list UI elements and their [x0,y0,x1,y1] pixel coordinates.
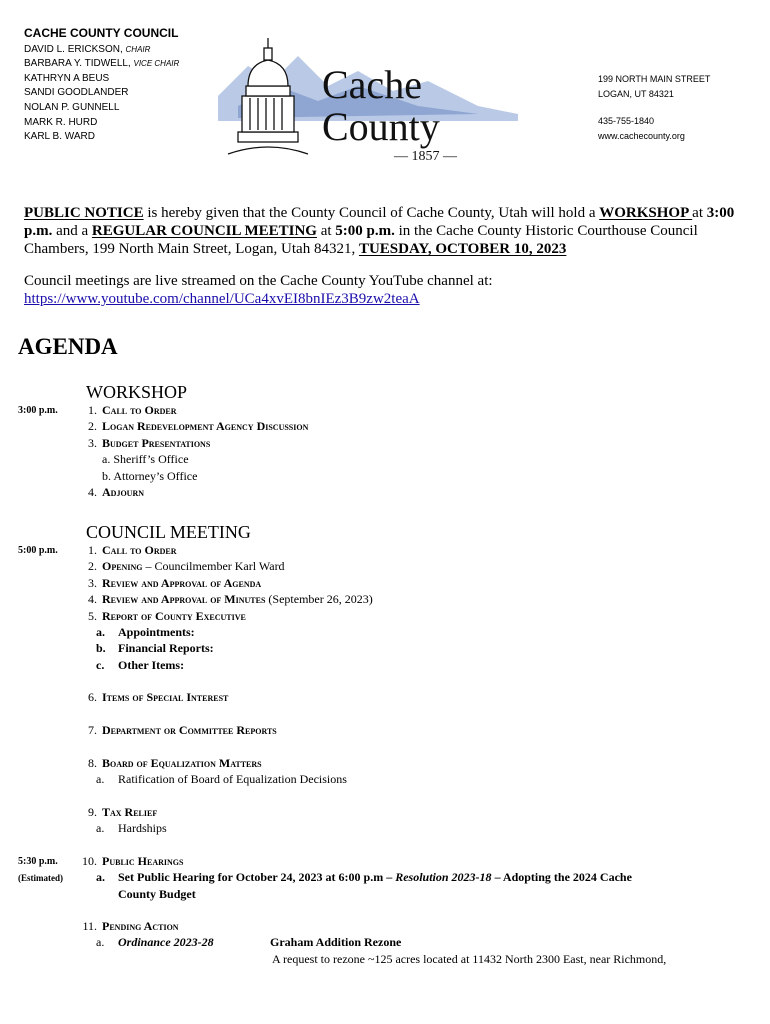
list-item: 8. Board of Equalization Matters a. Ratification of Board of Equalization Decisions [88,756,347,787]
list-subitem: a. Appointments: [96,625,195,640]
estimated-label: (Estimated) [18,873,63,883]
list-subitem: a. Sheriff’s Office [102,452,189,467]
youtube-channel-link[interactable]: https://www.youtube.com/channel/UCa4xvEI8bnIEz3B9zw2teaA [24,291,420,307]
agenda-title: AGENDA [18,334,118,359]
member: MARK R. HURD [24,116,98,128]
street: 199 NORTH MAIN STREET [598,74,711,84]
council-items [80,542,373,673]
list-item: 9. Tax Relief a. Hardships [88,805,167,836]
member: KATHRYN A BEUS [24,72,110,84]
council-member-list [24,26,179,145]
member: KARL B. WARD [24,131,95,143]
public-hearing-time: 5:30 p.m. [18,856,58,867]
list-item: 5. Report of County Executive [88,608,246,623]
list-subitem: b. Financial Reports: [96,641,214,656]
list-subitem: b. Attorney’s Office [102,468,198,483]
member: SANDI GOODLANDER [24,87,129,99]
workshop-items [80,402,308,500]
logo-cache: Cache [322,62,422,107]
public-notice-paragraph: PUBLIC NOTICE is hereby given that the County Council of Cache County, Utah will hold a WORKSHOP at 3:00 p.m. and a REGULAR COUNCIL MEETING at 5:00 p.m. in the Cache County Historic Courthouse Council Chambers, 199 North Main Street, Logan, Utah 84321, TUESDAY, OCTOBER 10, 2023 [24,205,735,257]
list-item: 2. Logan Redevelopment Agency Discussion [88,419,309,434]
phone: 435-755-1840 [598,116,655,126]
council-meeting-heading: COUNCIL MEETING [86,522,251,542]
list-item: 3. Budget Presentations [88,435,211,450]
list-item: 2. Opening – Councilmember Karl Ward [88,559,285,574]
logo-year: — 1857 — [394,149,457,164]
list-item: 3. Review and Approval of Agenda [88,575,262,590]
list-item: 10. Public Hearings a. Set Public Hearing for October 24, 2023 at 6:00 p.m – Resolution 2023-18 – Adopting the 2024 Cache County Budget [82,854,632,901]
stream-notice: Council meetings are live streamed on the Cache County YouTube channel at: https://www.youtube.com/channel/UCa4xvEI8bnIEz3B9zw2teaA [24,272,764,308]
list-item: 6. Items of Special Interest [88,690,229,704]
meeting-date: TUESDAY, OCTOBER 10, 2023 [358,241,567,257]
website[interactable]: www.cachecounty.org [598,131,685,141]
workshop-heading: WORKSHOP [86,382,188,402]
city: LOGAN, UT 84321 [598,89,674,99]
cache-county-logo [218,36,520,170]
contact-address [598,72,710,144]
council-time: 5:00 p.m. [18,545,58,556]
workshop-time: 3:00 p.m. [18,405,58,416]
member: NOLAN P. GUNNELL [24,101,120,113]
member: BARBARA Y. TIDWELL, VICE CHAIR [24,58,180,70]
list-item: 7. Department or Committee Reports [88,723,277,737]
public-notice-label: PUBLIC NOTICE [24,205,144,221]
list-item: 4. Review and Approval of Minutes (September 26, 2023) [88,592,373,607]
member: DAVID L. ERICKSON, CHAIR [24,43,151,55]
list-subitem: c. Other Items: [96,657,185,672]
logo-county: County [322,104,440,149]
council-title: CACHE COUNTY COUNCIL [24,26,179,40]
list-item: 1. Call to Order [88,403,177,417]
list-item: 1. Call to Order [88,543,177,557]
list-item: 11. Pending Action a. Ordinance 2023-28 Graham Addition Rezone A request to rezone ~125 acres located at 11432 North 2300 East, near Richmond, [82,919,667,966]
list-item: 4. Adjourn [88,485,144,500]
